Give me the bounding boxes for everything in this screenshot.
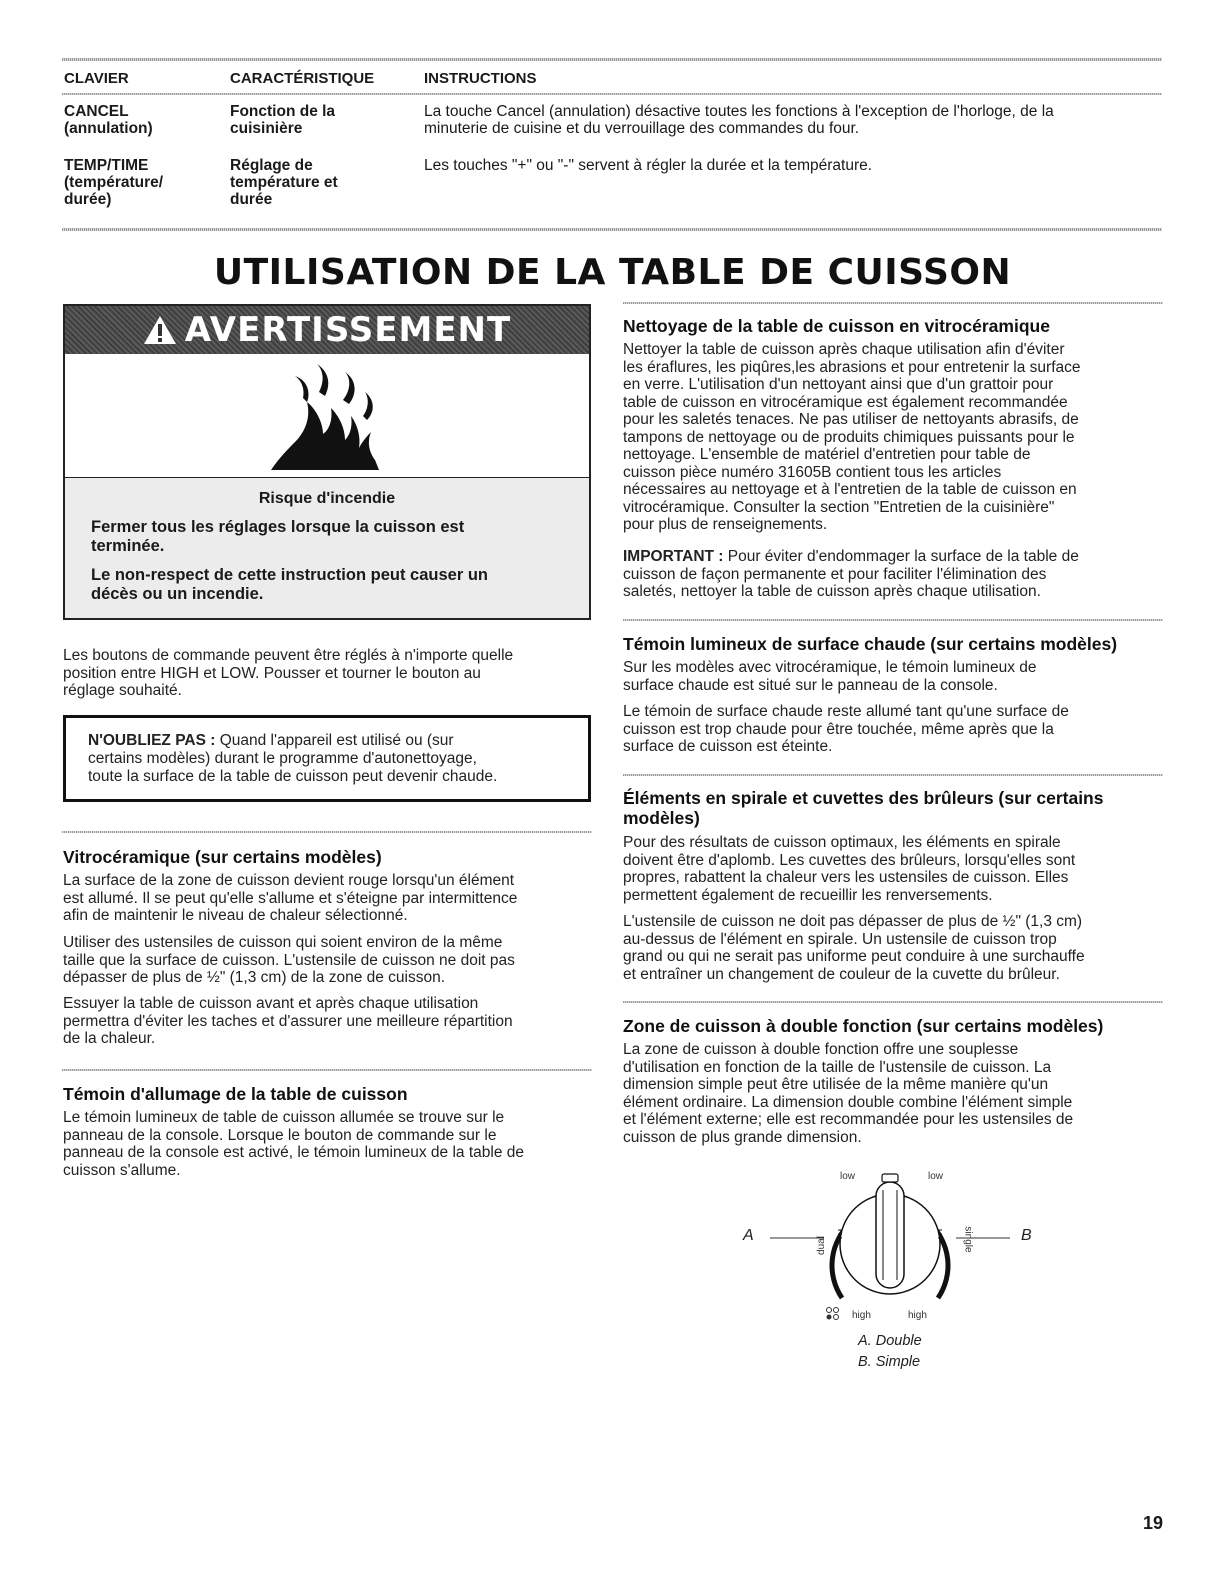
legend-a: A. Double [858,1333,922,1349]
row-cancel-instructions: La touche Cancel (annulation) désactive toutes les fonctions à l'exception de l'horloge, de la minuterie de cuisine et du verrouillage des commandes du four. [424,103,1054,137]
warning-body [65,478,589,618]
section-rule [62,1069,592,1071]
legend-b: B. Simple [858,1354,921,1370]
warning-header [65,306,589,354]
table-header-rule [62,93,1162,95]
row-temptime-key: TEMP/TIME (température/ durée) [64,157,164,208]
spirale-paragraph-2: L'ustensile de cuisson ne doit pas dépasser de plus de ½" (1,3 cm) au-dessus de l'élément en spirale. Un ustensile de cuisson trop grand ou qui ne serait pas uniforme peut conduire à une surchauffe et entraîner un changement de couleur de la cuvette du brûleur. [623,913,1085,983]
fire-icon [259,362,399,472]
warning-symbol-area [65,354,589,478]
heading-spirale: Éléments en spirale et cuvettes des brûleurs (sur certains modèles) [623,788,1104,828]
warning-box [63,304,591,620]
double-paragraph: La zone de cuisson à double fonction offre une souplesse d'utilisation en fonction de la taille de l'ustensile de cuisson. La dimension simple peut être utilisée de la même manière qu'un élément ordinaire. La dimension double combine l'élément simple et l'élément externe; elle est recommandée pour les ustensiles de cuisson de plus grande dimension. [623,1041,1074,1146]
vitro-paragraph-1: La surface de la zone de cuisson devient rouge lorsqu'un élément est allumé. Il se peut qu'elle s'allume et s'éteigne par intermittence afin de maintenir le niveau de chaleur sélectionné. [63,872,518,924]
note-box [63,715,591,802]
knob-label-low-left: low [840,1171,856,1182]
heading-vitroceramique: Vitrocéramique (sur certains modèles) [63,847,382,867]
note-text: N'OUBLIEZ PAS : Quand l'appareil est utilisé ou (sur certains modèles) durant le programme d'autonettoyage, toute la surface de la table de cuisson peut devenir chaude. [88,732,498,785]
section-rule [62,831,592,833]
intro-paragraph: Les boutons de commande peuvent être réglés à n'importe quelle position entre HIGH et LOW. Pousser et tourner le bouton au réglage souhaité. [63,647,514,699]
row-temptime-instructions: Les touches "+" ou "-" servent à régler la durée et la température. [424,157,873,174]
table-header-caracteristique: CARACTÉRISTIQUE [230,70,375,87]
surface-chaude-paragraph-1: Sur les modèles avec vitrocéramique, le témoin lumineux de surface chaude est situé sur le panneau de la console. [623,659,1037,694]
knob-label-high-right: high [908,1310,927,1321]
row-temptime-feature: Réglage de température et durée [230,157,338,208]
nettoyage-paragraph: Nettoyer la table de cuisson après chaque utilisation afin d'éviter les éraflures, les piqûres,les abrasions et pour entretenir la surface en verre. L'utilisation d'un nettoyant ainsi que d'un grattoir pour table de cuisson en vitrocéramique est également recommandée pour les saletés tenaces. Ne pas utiliser de nettoyants abrasifs, de tampons de nettoyage ou de produits chimiques puissants pour le nettoyage. L'ensemble de matériel d'entretien pour table de cuisson pièce numéro 31605B contient tous les articles nécessaires au nettoyage et à l'entretien de la table de cuisson en vitrocéramique. Consulter la section "Entretien de la cuisinière" pour plus de renseignements. [623,341,1081,533]
page-number: 19 [1142,1513,1163,1533]
knob-label-high-left: high [852,1310,871,1321]
temoin-paragraph: Le témoin lumineux de table de cuisson allumée se trouve sur le panneau de la console. Lorsque le bouton de commande sur le panneau de la console est activé, le témoin lumineux de la table de cuisson s'allume. [63,1109,524,1179]
heading-nettoyage: Nettoyage de la table de cuisson en vitrocéramique [623,316,1050,336]
vitro-paragraph-2: Utiliser des ustensiles de cuisson qui soient environ de la même taille que la surface de cuisson. L'ustensile de cuisson ne doit pas dépasser de plus de ½" (1,3 cm) de la zone de cuisson. [63,934,515,986]
warning-subtitle: Risque d'incendie [258,490,396,507]
table-header-clavier: CLAVIER [64,70,129,87]
heading-double-fonction: Zone de cuisson à double fonction (sur certains modèles) [623,1016,1104,1036]
element-indicator-icon [826,1307,840,1321]
row-cancel-key: CANCEL (annulation) [64,103,153,137]
knob-label-single: single [962,1226,974,1253]
row-cancel-feature: Fonction de la cuisinière [230,103,336,137]
knob-label-dual: dual [815,1236,827,1255]
heading-temoin-allumage: Témoin d'allumage de la table de cuisson [63,1084,408,1104]
surface-chaude-paragraph-2: Le témoin de surface chaude reste allumé tant qu'une surface de cuisson est trop chaude pour être touchée, même après que la surface de cuisson est éteinte. [623,703,1069,755]
page-title: UTILISATION DE LA TABLE DE CUISSON [213,252,1012,293]
table-bottom-rule [62,228,1162,231]
important-label: IMPORTANT : [623,548,724,565]
knob-label-low-right: low [928,1171,944,1182]
section-rule [623,619,1163,621]
table-header-instructions: INSTRUCTIONS [424,70,537,87]
warning-triangle-icon [143,315,177,345]
note-label: N'OUBLIEZ PAS : [88,732,216,749]
dual-knob-diagram [770,1168,1010,1308]
important-paragraph: IMPORTANT : Pour éviter d'endommager la surface de la table de cuisson de façon permanente et pour faciliter l'élimination des saletés, nettoyer la table de cuisson après chaque utilisation. [623,548,1079,600]
warning-heading: AVERTISSEMENT [184,310,512,350]
section-rule [623,1001,1163,1003]
knob-callout-b: B [1021,1227,1032,1244]
spirale-paragraph-1: Pour des résultats de cuisson optimaux, les éléments en spirale doivent être d'aplomb. Les cuvettes des brûleurs, lorsqu'elles sont propres, rabattent la chaleur vers les ustensiles de cuisson. Elles permettent également de recueillir les renversements. [623,834,1076,904]
heading-surface-chaude: Témoin lumineux de surface chaude (sur certains modèles) [623,634,1118,654]
vitro-paragraph-3: Essuyer la table de cuisson avant et après chaque utilisation permettra d'éviter les taches et d'assurer une meilleure répartition de la chaleur. [63,995,513,1047]
section-rule [623,774,1163,776]
section-rule [623,302,1163,304]
knob-callout-a: A [743,1227,754,1244]
warning-line-2: Le non-respect de cette instruction peut causer un décès ou un incendie. [91,566,488,603]
warning-line-1: Fermer tous les réglages lorsque la cuisson est terminée. [91,518,465,555]
table-top-rule [62,58,1162,61]
